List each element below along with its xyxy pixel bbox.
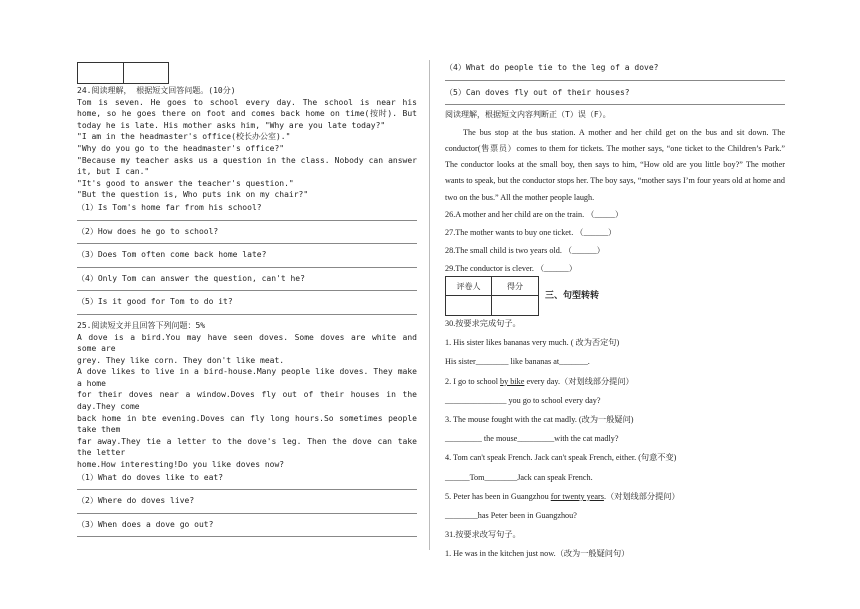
score-label: 得分: [492, 277, 538, 296]
prompt-text: 2. I go to school: [445, 376, 501, 386]
q24-passage-para: "Because my teacher asks us a question in the class. Nobody can answer it, but I can.": [77, 155, 417, 177]
answer-line[interactable]: [77, 531, 417, 537]
right-column: [445, 62, 785, 278]
tf-heading: 阅读理解，根据短文内容判断正（T）误（F）。: [445, 110, 611, 120]
score-cell: [492, 296, 538, 315]
left-column: [77, 85, 417, 542]
q24-passage-para: Tom is seven. He goes to school every day. The school is near his home, so he goes there on foot and comes back home on time(按时). But today he is late. His mother asks him, "Why are you late today?": [77, 97, 417, 130]
q25-passage-line: for their doves near a window.Doves fly out of their houses in the day.They come: [77, 390, 417, 412]
q30-heading: 30.按要求完成句子。: [445, 319, 521, 328]
tf-item: 28.The small child is two years old. （______）: [445, 245, 605, 255]
q30-item-answer: ________has Peter been in Guangzhou?: [445, 511, 577, 521]
q31-item: 1. He was in the kitchen just now.（改为一般疑问句）: [445, 549, 630, 559]
prompt-text: .（对划线部分提问）: [603, 491, 680, 501]
q25-question: （3）When does a dove go out?: [77, 519, 214, 529]
score-box-cell: [78, 63, 123, 83]
q30-item-prompt: 4. Tom can't speak French. Jack can't speak French, either. (句意不变): [445, 453, 677, 463]
q30-item-prompt: [445, 487, 785, 506]
section-title: 三、句型转转: [545, 291, 600, 301]
q25-passage-line: A dove is a bird.You may have seen doves. Some doves are white and some are: [77, 332, 417, 354]
q25-passage-line: far away.They tie a letter to the dove's leg. Then the dove can take the letter: [77, 436, 417, 458]
underlined-text: by bike: [500, 376, 525, 386]
rater-cell: [446, 296, 492, 315]
q25-question: （2）Where do doves live?: [77, 496, 195, 506]
rater-score-table: [445, 276, 539, 316]
q30-item-answer: ______Tom________Jack can speak French.: [445, 472, 593, 482]
rater-label: 评卷人: [446, 277, 492, 296]
q30-item-prompt: 1. His sister likes bananas very much. ( 改为否定句): [445, 338, 620, 348]
answer-line[interactable]: [77, 262, 417, 268]
q25-passage-line: A dove likes to live in a bird-house.Many people like doves. They make a home: [77, 367, 417, 388]
q30-item-answer: His sister________ like bananas at_______.: [445, 357, 590, 367]
answer-line[interactable]: [77, 309, 417, 315]
answer-line[interactable]: [445, 75, 785, 81]
answer-line[interactable]: [77, 508, 417, 514]
q25-passage-line: grey. They like corn. They don't like meat.: [77, 355, 285, 365]
sentence-transform-section: [445, 314, 785, 564]
answer-line[interactable]: [77, 238, 417, 244]
prompt-text: every day.（对划线部分提问）: [524, 376, 634, 386]
q24-question: （5）Is it good for Tom to do it?: [77, 297, 233, 307]
underlined-text: for twenty years: [550, 491, 604, 501]
score-box-cell: [123, 63, 169, 83]
q24-passage-para: "But the question is, Who puts ink on my chair?": [77, 190, 309, 200]
tf-item: 29.The conductor is clever. （______）: [445, 263, 577, 273]
q30-item-prompt: 3. The mouse fought with the cat madly. (改为一般疑问): [445, 415, 634, 425]
q30-item-answer: _______________ you go to school every day?: [445, 395, 601, 405]
q25-question: （4）What do people tie to the leg of a dove?: [445, 63, 659, 72]
prompt-text: 5. Peter has been in Guangzhou: [445, 491, 551, 501]
tf-passage: The bus stop at the bus station. A mother and her child get on the bus and sit down. The conductor(售票员）comes to them for tickets. The mother says, “one ticket to the Children’s Park.” The conductor looks at the small boy, then says to him, “How old are you little boy?” The mother wants to speak, but the conductor stops her. The boy says, “mother says I’m four years old at home and two on the bus.” All the mother people laugh.: [445, 127, 785, 202]
q24-question: （2）How does he go to school?: [77, 226, 219, 236]
column-divider: [429, 60, 430, 550]
answer-line[interactable]: [77, 484, 417, 490]
q24-passage-para: "It's good to answer the teacher's question.": [77, 178, 294, 188]
q25-passage-line: home.How interesting!Do you like doves now?: [77, 460, 285, 470]
answer-line[interactable]: [445, 99, 785, 105]
score-box: [77, 62, 169, 84]
q25-heading: 25.阅读短文并且回答下列问题：5%: [77, 320, 206, 330]
q24-question: （3）Does Tom often come back home late?: [77, 250, 267, 260]
q30-item-prompt: [445, 372, 785, 391]
q25-passage-line: back home in bte evening.Doves can fly long hours.So sometimes people take them: [77, 413, 417, 435]
q25-question: （1）What do doves like to eat?: [77, 472, 224, 482]
q31-heading: 31.按要求改写句子。: [445, 530, 521, 540]
q30-item-answer: _________ the mouse_________with the cat madly?: [445, 434, 619, 444]
q24-question: （4）Only Tom can answer the question, can't he?: [77, 273, 305, 283]
q25-question: （5）Can doves fly out of their houses?: [445, 87, 630, 97]
q24-passage-para: "I am in the headmaster's office(校长办公室).": [77, 132, 291, 142]
q24-question: （1）Is Tom's home far from his school?: [77, 202, 262, 212]
tf-item: 26.A mother and her child are on the train. （_____）: [445, 209, 624, 219]
answer-line[interactable]: [77, 285, 417, 291]
tf-item: 27.The mother wants to buy one ticket. （______）: [445, 227, 617, 237]
answer-line[interactable]: [77, 215, 417, 221]
q24-heading: 24.阅读理解， 根据短文回答问题。(10分): [77, 86, 236, 95]
q24-passage-para: "Why do you go to the headmaster's office?": [77, 143, 285, 153]
